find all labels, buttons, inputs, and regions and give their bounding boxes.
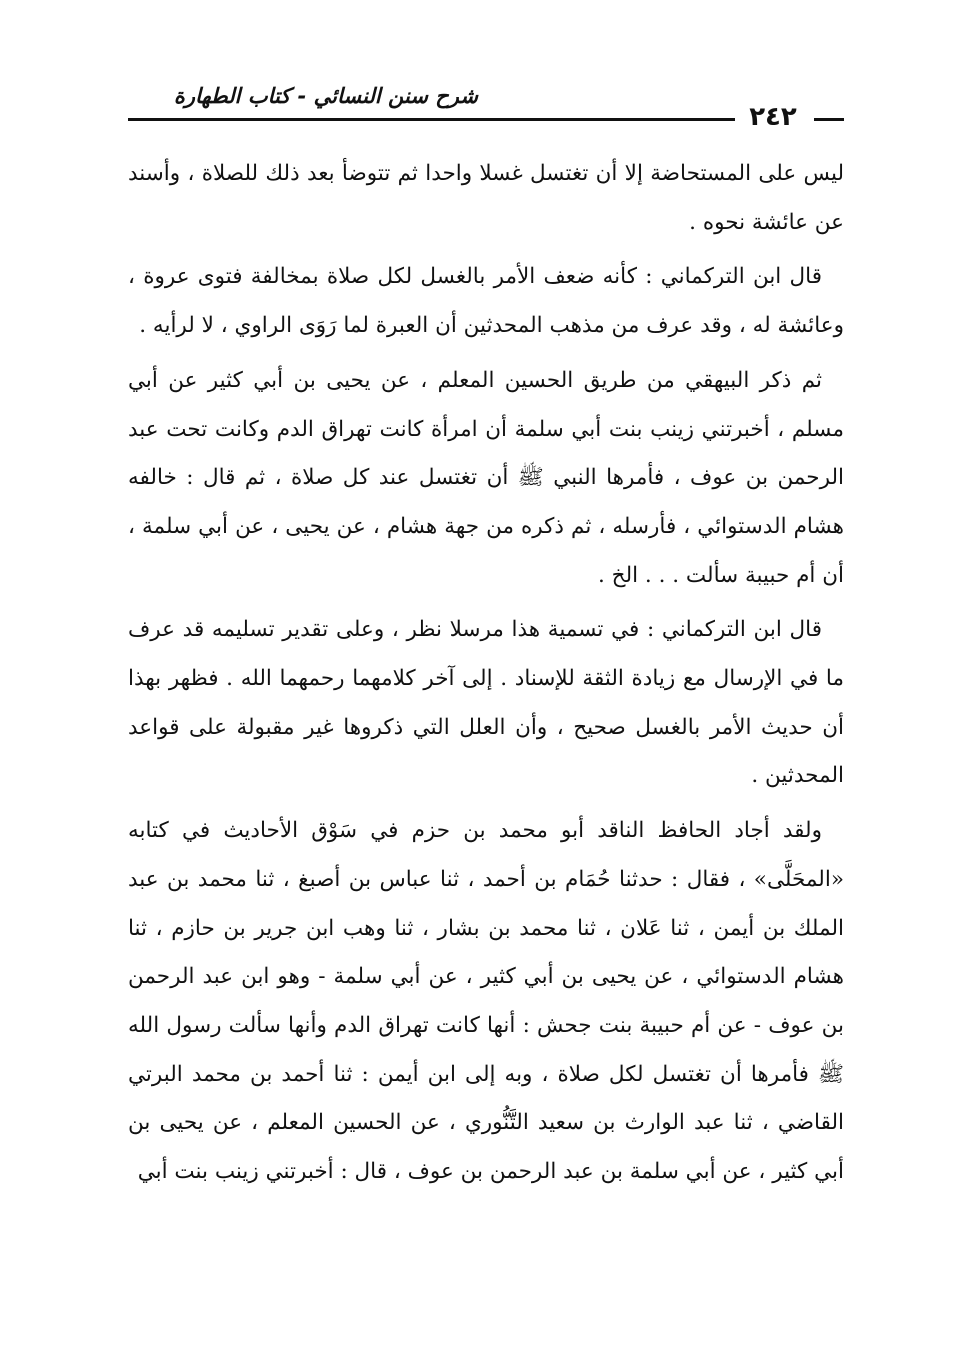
header-rule: [128, 118, 735, 121]
paragraph: ولقد أجاد الحافظ الناقد أبو محمد بن حزم في سَوْق الأحاديث في كتابه «المحَلَّى» ، فقال : حدثنا حُمَام بن أحمد ، ثنا عباس بن أصبغ ، ثنا محمد بن عبد الملك بن أيمن ، ثنا عَلان ، ثنا محمد بن بشار ، ثنا وهب ابن جرير بن حازم ، ثنا هشام الدستوائي ، عن يحيى بن أبي كثير ، عن أبي سلمة - وهو ابن عبد الرحمن بن عوف - عن أم حبيبة بنت جحش : أنها كانت تهراق الدم وأنها سألت رسول الله ﷺ فأمرها أن تغتسل لكل صلاة ، وبه إلى ابن أيمن : ثنا أحمد بن محمد البرتي القاضي ، ثنا عبد الوارث بن سعيد التَّنُّوري ، عن الحسين المعلم ، عن يحيى بن أبي كثير ، عن أبي سلمة بن عبد الرحمن بن عوف ، قال : أخبرتني زينب بنت أبي: [128, 818, 844, 1185]
page-body: [128, 150, 844, 1203]
paragraph: ليس على المستحاضة إلا أن تغتسل غسلا واحدا ثم تتوضأ بعد ذلك للصلاة ، وأسند عن عائشة نحوه .: [128, 161, 844, 235]
page-number: ٢٤٢: [749, 102, 797, 132]
header-rule-end: [814, 118, 844, 121]
running-title: شرح سنن النسائي - كتاب الطهارة: [173, 84, 478, 108]
page-header: [128, 76, 844, 136]
paragraph: ثم ذكر البيهقي من طريق الحسين المعلم ، عن يحيى بن أبي كثير عن أبي مسلم ، أخبرتني زينب بنت أبي سلمة أن امرأة كانت تهراق الدم وكانت تحت عبد الرحمن بن عوف ، فأمرها النبي ﷺ أن تغتسل عند كل صلاة ، ثم قال : خالفه هشام الدستوائي ، فأرسله ، ثم ذكره من جهة هشام ، عن يحيى ، عن أبي سلمة ، أن أم حبيبة سألت . . . الخ .: [128, 367, 844, 588]
paragraph: قال ابن التركماني : كأنه ضعف الأمر بالغسل لكل صلاة بمخالفة فتوى عروة ، وعائشة له ، وقد عرف من مذهب المحدثين أن العبرة لما رَوَى الراوي ، لا لرأيه .: [128, 264, 844, 339]
paragraph: قال ابن التركماني : في تسمية هذا مرسلا نظر ، وعلى تقدير تسليمه قد عرف ما في الإرسال مع زيادة الثقة للإسناد . إلى آخر كلامهما رحمهما الله . فظهر بهذا أن حديث الأمر بالغسل صحيح ، وأن العلل التي ذكروها غير مقبولة على قواعد المحدثين .: [128, 617, 844, 789]
